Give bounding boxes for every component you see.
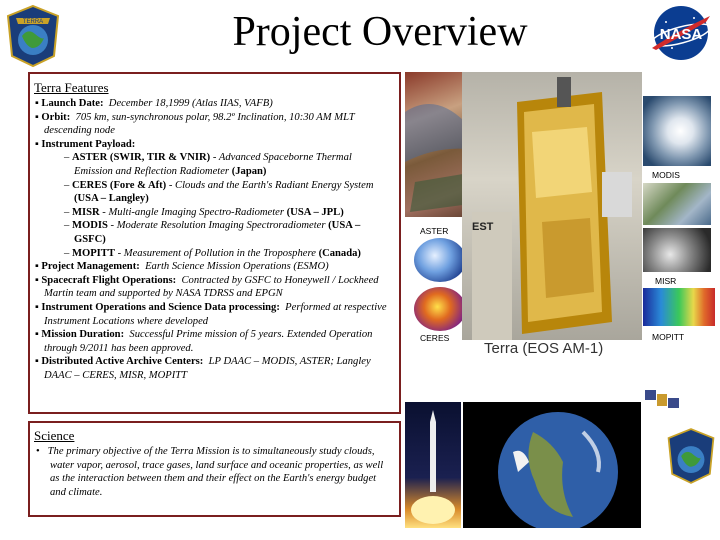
- terra-features-panel: [28, 72, 401, 414]
- features-list: [34, 97, 393, 382]
- terra-mission-logo: [4, 4, 62, 68]
- modis-hurricane-image: [643, 96, 711, 166]
- ceres-caption: CERES: [420, 333, 450, 343]
- misr-image-2: [643, 228, 711, 272]
- modis-caption: MODIS: [652, 170, 680, 180]
- payload-item-ceres: – CERES (Fore & Aft) - Clouds and the Earth's Radiant Energy System (USA – Langley): [64, 179, 374, 205]
- misr-image-1: [643, 183, 711, 225]
- mopitt-map-image: [643, 288, 715, 326]
- feature-item-orbit: ▪ Orbit: 705 km, sun-synchronous polar, 98.2º Inclination, 10:30 AM MLT descending node: [35, 111, 355, 137]
- terra-satellite-image: [462, 72, 642, 340]
- feature-item-launch-date: ▪ Launch Date: December 18,1999 (Atlas IIAS, VAFB): [35, 98, 273, 109]
- payload-item-modis: – MODIS - Moderate Resolution Imaging Spectroradiometer (USA – GSFC): [64, 220, 361, 245]
- feature-item-flight-operations: ▪ Spacecraft Flight Operations: Contracted by GSFC to Honeywell / Lockheed Martin team and supported by NASA TDRSS and EPGN: [35, 274, 379, 300]
- feature-item-instrument-operations: ▪ Instrument Operations and Science Data processing: Performed at respective Instrument Locations where developed: [35, 301, 387, 327]
- payload-item-aster: – ASTER (SWIR, TIR & VNIR) - Advanced Spaceborne Thermal Emission and Reflection Radiometer (Japan): [64, 152, 352, 177]
- features-heading: Terra Features: [34, 80, 109, 95]
- svg-text:EST: EST: [472, 221, 494, 233]
- nasa-logo-text: NASA: [659, 26, 703, 43]
- misr-caption: MISR: [655, 276, 677, 286]
- nasa-logo: [646, 2, 716, 64]
- ceres-globe-image-1: [414, 238, 466, 282]
- payload-item-misr: – MISR - Multi-angle Imaging Spectro-Radiometer (USA – JPL): [64, 206, 344, 218]
- feature-item-mission-duration: ▪ Mission Duration: Successful Prime mission of 5 years. Extended Operation through 9/2011 has been approved.: [35, 329, 373, 354]
- page-title: Project Overview: [232, 9, 528, 55]
- mopitt-caption: MOPITT: [652, 332, 685, 342]
- feature-item-payload: ▪ Instrument Payload: – ASTER (SWIR, TIR & VNIR) - Advanced Spaceborne Thermal Emission and Reflection Radiometer (Japan) – CERES (Fore & Aft) - Clouds and the Earth's Radiant Energy System (USA – Langley) – MISR - Multi-angle Imaging Spectro-Radiometer (USA – JPL) – MODIS - Moderate Resolution Imaging Spectroradiometer (USA – GSFC) – MOPITT - Measurement of Pollution in the Troposphere (Canada): [34, 138, 393, 260]
- science-list: [34, 445, 393, 499]
- terra-caption: Terra (EOS AM-1): [484, 340, 604, 357]
- feature-item-daac: ▪ Distributed Active Archive Centers: LP DAAC – MODIS, ASTER; Langley DAAC – CERES, MISR, MOPITT: [35, 356, 371, 381]
- feature-item-project-management: ▪ Project Management: Earth Science Mission Operations (ESMO): [35, 261, 329, 273]
- satellite-icon: [645, 382, 679, 416]
- terra-mission-logo-small: [665, 426, 717, 486]
- science-panel: [28, 421, 401, 517]
- payload-list: [44, 151, 393, 260]
- science-item: • The primary objective of the Terra Mission is to simultaneously study clouds, water vapor, aerosol, trace gases, land surface and oceanic properties, as well as the interaction between them and their effect on the Earth's energy budget and climate.: [36, 446, 384, 498]
- aster-caption: ASTER: [420, 226, 449, 236]
- terra-logo-text: TERRA: [22, 19, 44, 25]
- science-heading: Science: [34, 428, 75, 443]
- payload-item-mopitt: – MOPITT - Measurement of Pollution in the Troposphere (Canada): [64, 247, 361, 259]
- launch-photo: [405, 402, 461, 528]
- earth-image: [463, 402, 641, 528]
- ceres-globe-image-2: [414, 287, 466, 331]
